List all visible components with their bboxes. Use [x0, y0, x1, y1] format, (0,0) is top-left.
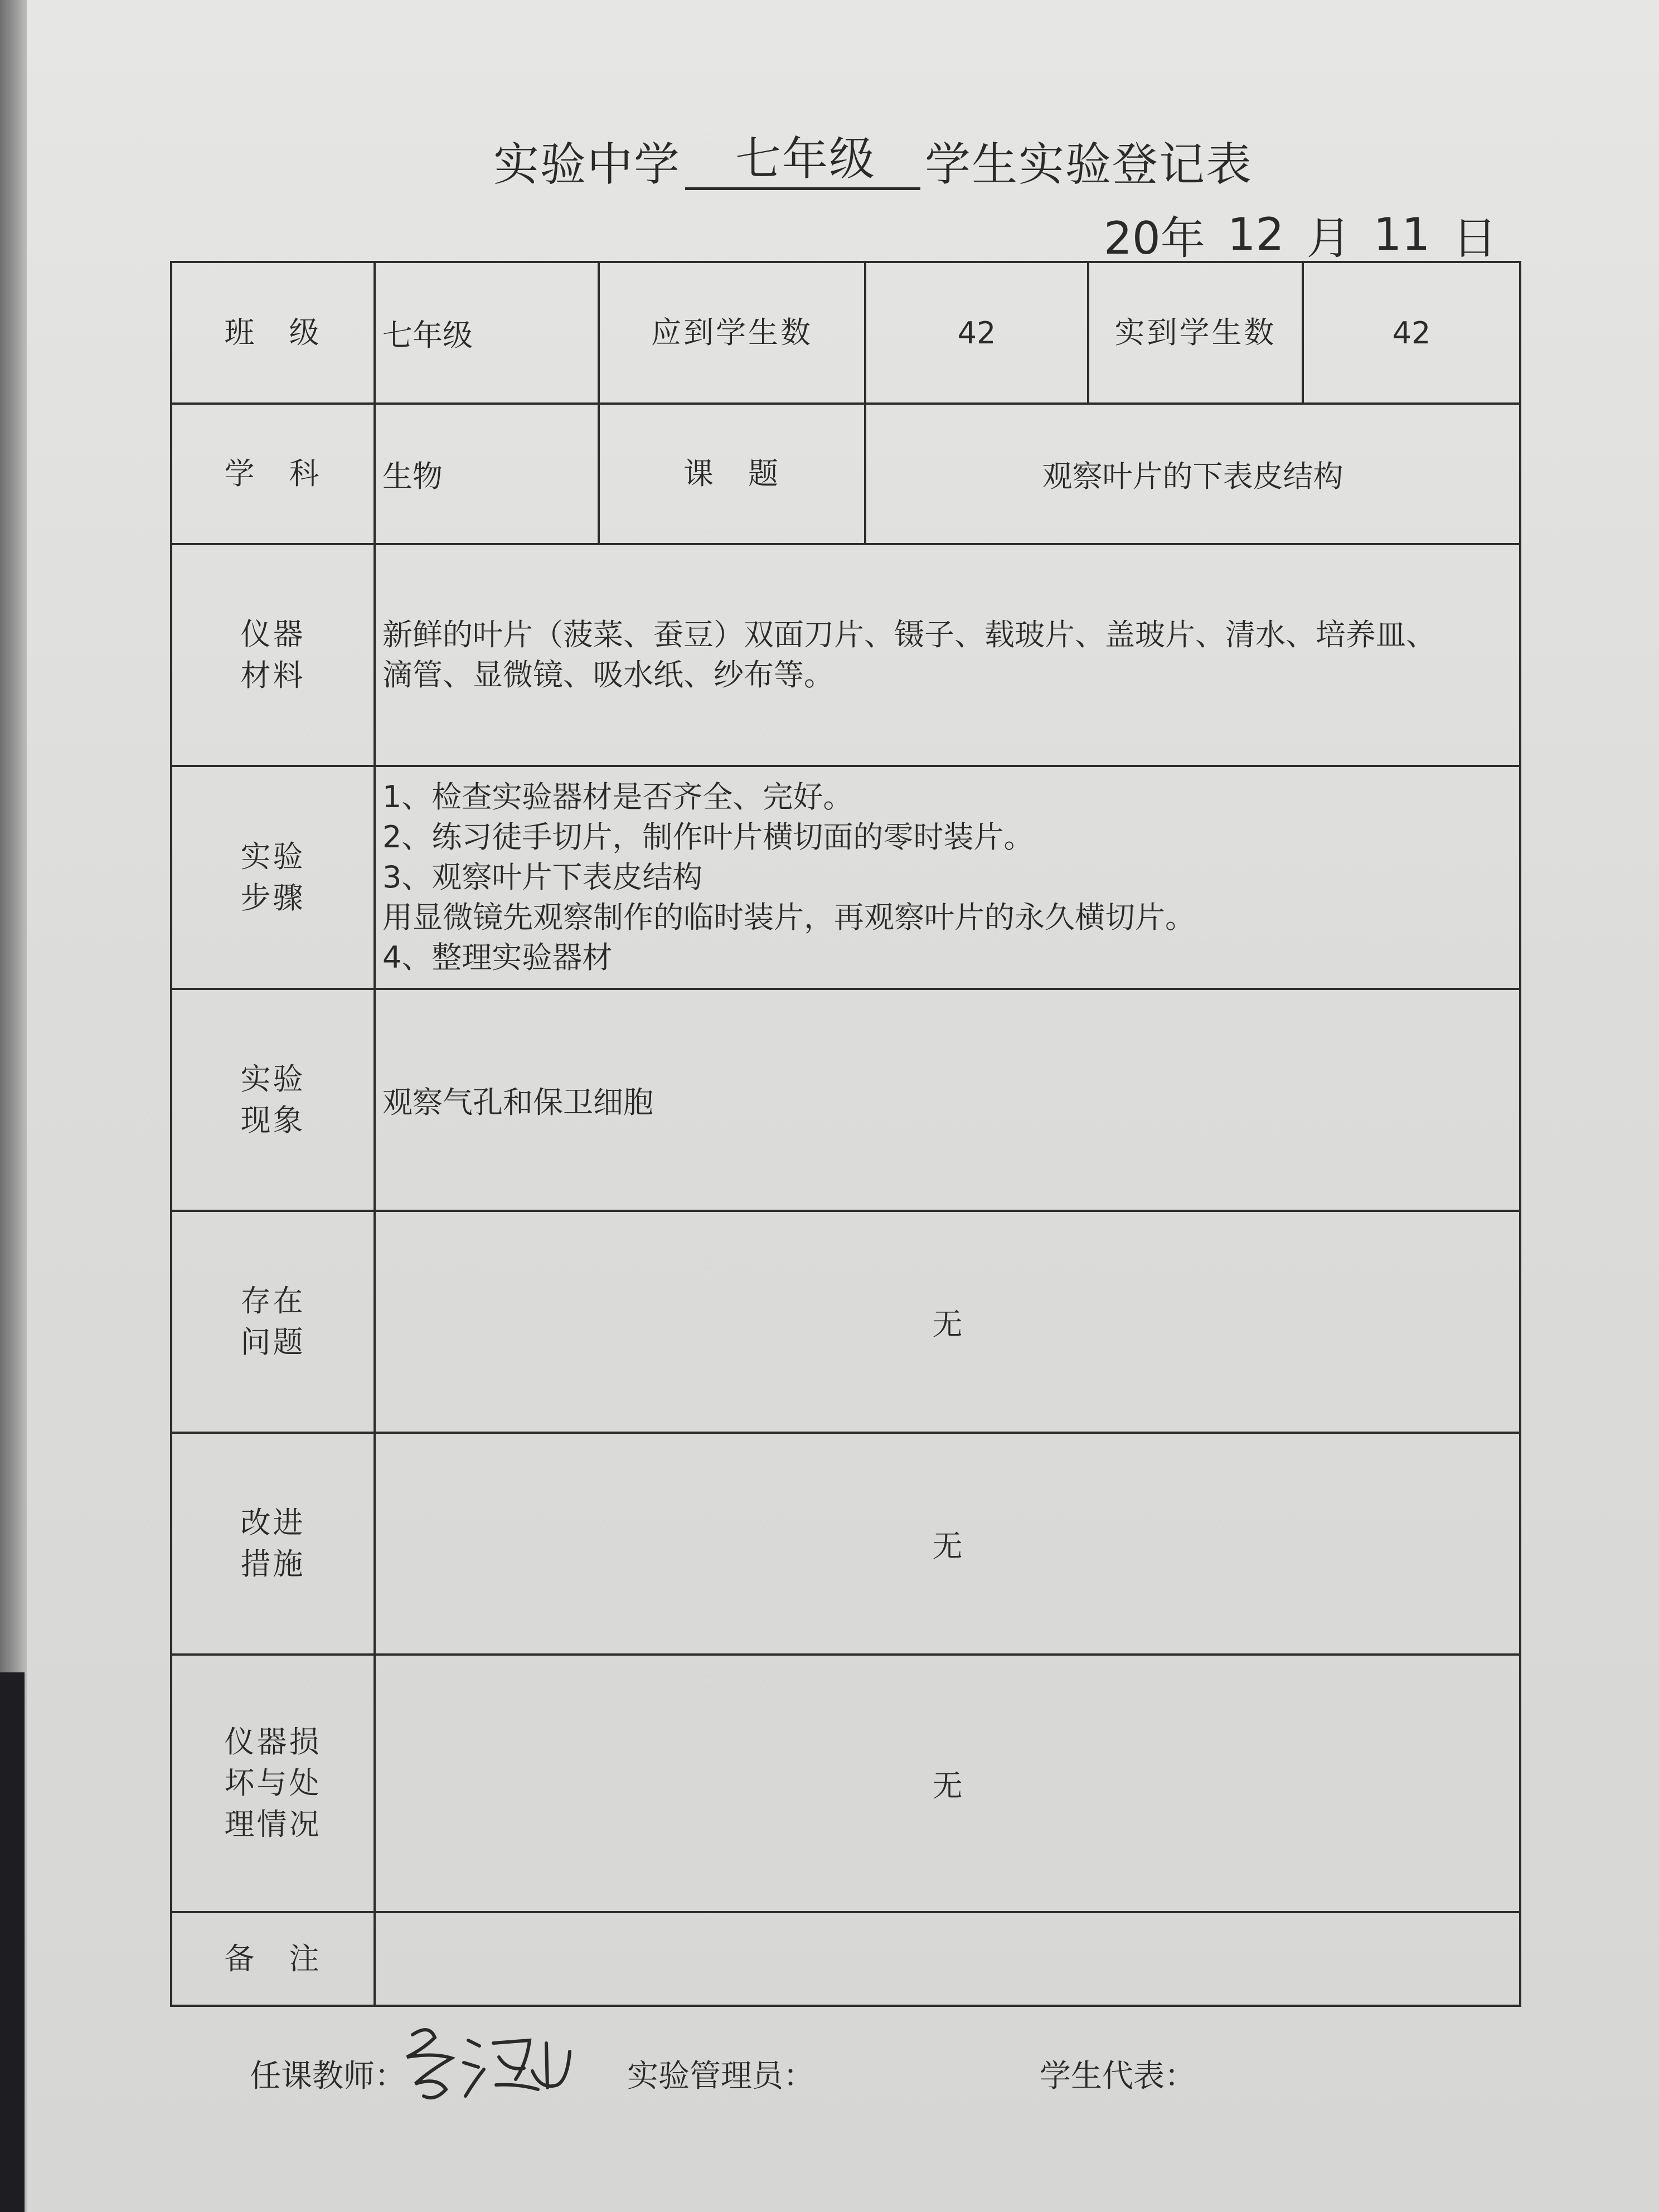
damage-label — [171, 1655, 375, 1912]
class-value: 七年级 — [375, 262, 599, 404]
student-rep-label: 学生代表： — [1040, 2058, 1196, 2094]
class-label: 班 级 — [171, 262, 375, 404]
actual-students-label: 实到学生数 — [1088, 262, 1303, 404]
table-row — [171, 1655, 1520, 1912]
title-school: 实验中学 — [493, 138, 681, 191]
actual-students-value: 42 — [1303, 262, 1520, 404]
title-grade: 七年级 — [685, 132, 920, 190]
remarks-label: 备 注 — [171, 1912, 375, 2006]
expected-students-value: 42 — [865, 262, 1088, 404]
improve-label-line: 改进 — [240, 1505, 305, 1540]
phenomenon-value: 观察气孔和保卫细胞 — [375, 989, 1520, 1211]
table-row — [171, 1912, 1520, 2006]
date-month: 12 — [1227, 208, 1284, 260]
step-line: 3、观察叶片下表皮结构 — [382, 860, 703, 895]
problems-label — [171, 1211, 375, 1433]
materials-label — [171, 544, 375, 766]
improve-label — [171, 1433, 375, 1655]
step-line: 用显微镜先观察制作的临时装片，再观察叶片的永久横切片。 — [382, 900, 1195, 935]
subject-label: 学 科 — [171, 404, 375, 544]
materials-value — [375, 544, 1520, 766]
table-row — [171, 989, 1520, 1211]
expected-students-label: 应到学生数 — [599, 262, 865, 404]
problems-label-line: 问题 — [240, 1325, 305, 1360]
admin-label: 实验管理员： — [627, 2058, 814, 2094]
problems-label-line: 存在 — [240, 1283, 305, 1318]
date-line — [1104, 201, 1497, 268]
materials-line: 新鲜的叶片（菠菜、蚕豆）双面刀片、镊子、载玻片、盖玻片、清水、培养皿、 — [382, 617, 1436, 652]
steps-label — [171, 766, 375, 989]
damage-label-line: 坏与处 — [224, 1765, 322, 1801]
steps-label-line: 实验 — [240, 839, 305, 874]
step-line: 1、检查实验器材是否齐全、完好。 — [382, 779, 853, 814]
table-row — [171, 1433, 1520, 1655]
registration-table — [170, 261, 1521, 2007]
topic-label: 课 题 — [599, 404, 865, 544]
table-row — [171, 544, 1520, 766]
subject-value: 生物 — [375, 404, 599, 544]
materials-line: 滴管、显微镜、吸水纸、纱布等。 — [382, 657, 834, 692]
form-title — [493, 127, 1253, 194]
table-row — [171, 404, 1520, 544]
background-object — [0, 1672, 25, 2212]
teacher-signature — [390, 2018, 580, 2113]
steps-label-line: 步骤 — [240, 880, 305, 915]
step-line: 4、整理实验器材 — [382, 940, 613, 975]
steps-value — [375, 766, 1520, 989]
damage-label-line: 仪器损 — [224, 1724, 322, 1759]
damage-value: 无 — [375, 1655, 1520, 1912]
date-day: 11 — [1373, 208, 1430, 260]
table-row — [171, 1211, 1520, 1433]
improve-value: 无 — [375, 1433, 1520, 1655]
title-suffix: 学生实验登记表 — [925, 138, 1253, 191]
phenomenon-label-line: 现象 — [240, 1103, 305, 1138]
materials-label-line: 仪器 — [240, 617, 305, 652]
table-row — [171, 766, 1520, 989]
date-month-label: 月 — [1306, 212, 1351, 264]
damage-label-line: 理情况 — [224, 1807, 322, 1842]
table-row — [171, 262, 1520, 404]
problems-value: 无 — [375, 1211, 1520, 1433]
date-day-label: 日 — [1452, 212, 1497, 264]
improve-label-line: 措施 — [240, 1546, 305, 1582]
materials-label-line: 材料 — [240, 658, 305, 693]
topic-value: 观察叶片的下表皮结构 — [865, 404, 1520, 544]
remarks-value — [375, 1912, 1520, 2006]
phenomenon-label-line: 实验 — [240, 1061, 305, 1097]
step-line: 2、练习徒手切片，制作叶片横切面的零时装片。 — [382, 819, 1034, 855]
teacher-label: 任课教师： — [250, 2058, 406, 2094]
date-year: 20年 — [1104, 212, 1205, 264]
phenomenon-label — [171, 989, 375, 1211]
